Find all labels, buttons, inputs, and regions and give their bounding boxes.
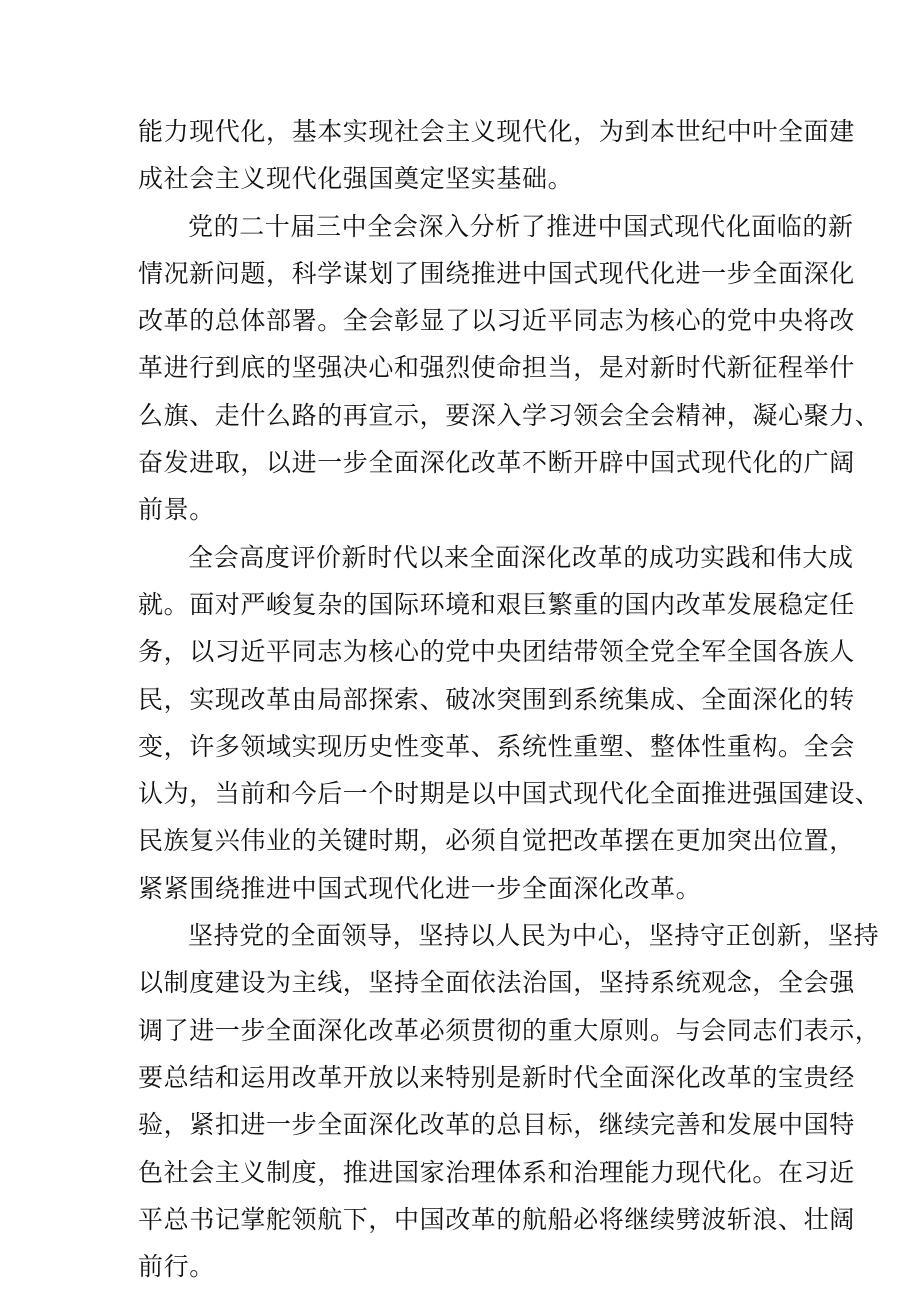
paragraph-2 bbox=[138, 203, 881, 534]
text-line: 色社会主义制度，推进国家治理体系和治理能力现代化。在习近 bbox=[138, 1157, 855, 1187]
text-line: 么旗、走什么路的再宣示，要深入学习领会全会精神，凝心聚力、 bbox=[138, 400, 881, 430]
text-line: 民，实现改革由局部探索、破冰突围到系统集成、全面深化的转 bbox=[138, 684, 855, 714]
text-line: 奋发进取，以进一步全面深化改革不断开辟中国式现代化的广阔 bbox=[138, 448, 855, 478]
text-line: 调了进一步全面深化改革必须贯彻的重大原则。与会同志们表示， bbox=[138, 1015, 881, 1045]
text-line: 平总书记掌舵领航下，中国改革的航船必将继续劈波斩浪、壮阔 bbox=[138, 1204, 855, 1234]
paragraph-4 bbox=[138, 912, 881, 1290]
text-line: 能力现代化，基本实现社会主义现代化，为到本世纪中叶全面建 bbox=[138, 117, 855, 146]
text-line: 就。面对严峻复杂的国际环境和艰巨繁重的国内改革发展稳定任 bbox=[138, 589, 855, 619]
text-line: 认为，当前和今后一个时期是以中国式现代化全面推进强国建设、 bbox=[138, 779, 881, 809]
text-line: 情况新问题，科学谋划了围绕推进中国式现代化进一步全面深化 bbox=[138, 258, 855, 288]
paragraph-3 bbox=[138, 534, 881, 912]
text-line: 要总结和运用改革开放以来特别是新时代全面深化改革的宝贵经 bbox=[138, 1062, 855, 1092]
text-line: 全会高度评价新时代以来全面深化改革的成功实践和伟大成 bbox=[188, 542, 854, 572]
text-line: 改革的总体部署。全会彰显了以习近平同志为核心的党中央将改 bbox=[138, 306, 855, 336]
text-line: 党的二十届三中全会深入分析了推进中国式现代化面临的新 bbox=[188, 211, 854, 241]
text-line: 前景。 bbox=[138, 495, 215, 525]
text-line: 前行。 bbox=[138, 1252, 215, 1282]
text-line: 紧紧围绕推进中国式现代化进一步全面深化改革。 bbox=[138, 873, 702, 903]
paragraph-1 bbox=[138, 108, 855, 203]
text-line: 验，紧扣进一步全面深化改革的总目标，继续完善和发展中国特 bbox=[138, 1110, 855, 1140]
text-line: 以制度建设为主线，坚持全面依法治国，坚持系统观念，全会强 bbox=[138, 968, 855, 998]
text-line: 革进行到底的坚强决心和强烈使命担当，是对新时代新征程举什 bbox=[138, 353, 855, 383]
text-line: 变，许多领域实现历史性变革、系统性重塑、整体性重构。全会 bbox=[138, 731, 855, 761]
body-text bbox=[138, 108, 881, 1290]
text-line: 坚持党的全面领导，坚持以人民为中心，坚持守正创新，坚持 bbox=[188, 921, 880, 951]
text-line: 成社会主义现代化强国奠定坚实基础。 bbox=[138, 164, 574, 194]
text-line: 务，以习近平同志为核心的党中央团结带领全党全军全国各族人 bbox=[138, 637, 855, 667]
text-line: 民族复兴伟业的关键时期，必须自觉把改革摆在更加突出位置， bbox=[138, 826, 855, 856]
